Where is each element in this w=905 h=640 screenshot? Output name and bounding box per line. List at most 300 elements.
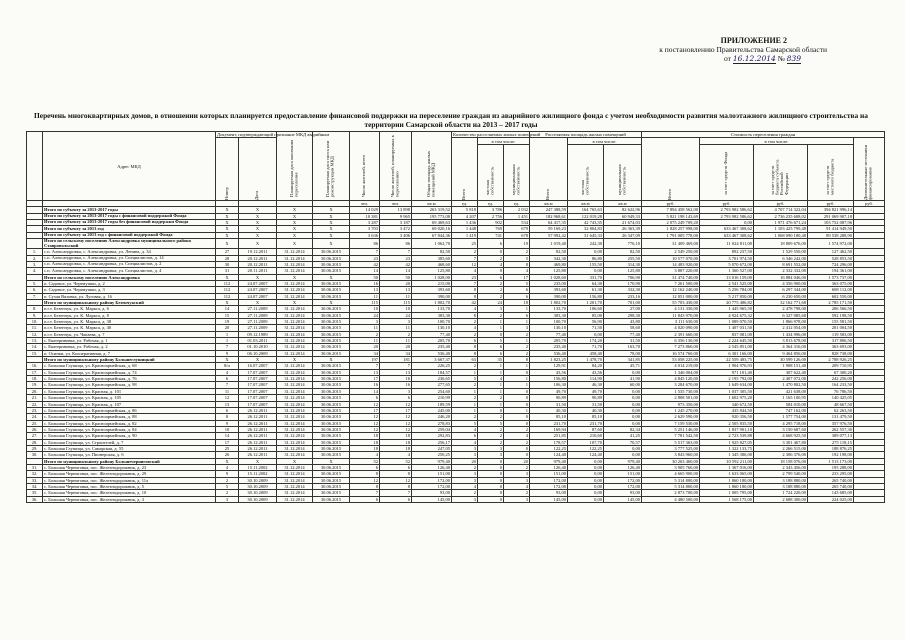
cell-doc: 8/п xyxy=(216,363,239,369)
cell-cr: 2 266 515,00 xyxy=(754,445,808,451)
cell-rm: 4 xyxy=(504,268,530,274)
cell-rt: 7 xyxy=(452,255,478,261)
cell-doc: X xyxy=(216,458,239,464)
cell-end: X xyxy=(277,220,313,226)
cell-ct: 31 409 469,00 xyxy=(642,239,700,249)
cell-rp: 4 xyxy=(478,261,504,267)
cell-date: 20.12.2011 xyxy=(239,255,277,261)
cell-date: 06.10.2009 xyxy=(239,350,277,356)
cell-am: 172,00 xyxy=(604,477,642,483)
cell-rt: 8 xyxy=(452,293,478,299)
cell-area: 100,70 xyxy=(412,319,452,325)
cell-at: 82,50 xyxy=(530,249,568,255)
cell-name: с. Большая Глушица, ул. Красноармейская, д. 84 xyxy=(43,426,216,432)
cell-resp: 10 xyxy=(380,306,412,312)
cell-ct: 973 350,00 xyxy=(642,401,700,407)
cell-area: 1 802,70 xyxy=(412,300,452,306)
cell-rp: 3 xyxy=(478,306,504,312)
cell-dem: X xyxy=(313,226,350,232)
cell-at: 182 968,61 xyxy=(530,213,568,219)
cell-cl: 89 538 288,90 xyxy=(808,232,854,238)
cell-dem: 30.06.2015 xyxy=(313,401,350,407)
cell-ct: 12 051 000,00 xyxy=(642,293,700,299)
cell-dem: 30.06.2015 xyxy=(313,407,350,413)
cell-cr: 1 103 425 799,48 xyxy=(754,226,808,232)
cell-end: 31.12.2014 xyxy=(277,306,313,312)
cell-cf: 22 559 483,75 xyxy=(700,357,754,363)
cell-area: 67 844,36 xyxy=(412,232,452,238)
cell-res: 42 xyxy=(350,261,380,267)
cell-date: 26.12.2011 xyxy=(239,426,277,432)
cell-cf: 1 322 133,75 xyxy=(700,445,754,451)
cell-res: 7 xyxy=(350,249,380,255)
cell-num: 26. xyxy=(27,426,43,432)
cell-ap: 85,00 xyxy=(568,312,604,318)
cell-res: 11 xyxy=(350,325,380,331)
cell-rt: 2 xyxy=(452,464,478,470)
cell-ct: 10 577 070,00 xyxy=(642,255,700,261)
table-total-row xyxy=(27,239,885,249)
cell-name: Итого по субъекту за 2013-2017 годы xyxy=(43,207,216,213)
header-rooms-private: частная собственность xyxy=(478,145,504,201)
cell-rm: 0 xyxy=(504,452,530,458)
cell-ct: 16 574 760,00 xyxy=(642,350,700,356)
cell-rp: 0 xyxy=(478,496,504,502)
appendix-date-line xyxy=(627,54,801,63)
cell-res: 7 xyxy=(350,363,380,369)
cell-name: п.г.т. Безенчук, ул. Чапаева, д. 7 xyxy=(43,331,216,337)
cell-date: X xyxy=(239,207,277,213)
cell-am: 126,40 xyxy=(604,464,642,470)
cell-resp: 18 xyxy=(380,439,412,445)
cell-rm: 534 xyxy=(504,220,530,226)
cell-dem: X xyxy=(313,207,350,213)
cell-rm: 2 xyxy=(504,350,530,356)
cell-cf: 2 541 525,00 xyxy=(700,280,754,286)
cell-num: 12. xyxy=(27,331,43,337)
cell-ap: 106,60 xyxy=(568,306,604,312)
cell-rp: 1 xyxy=(478,401,504,407)
cell-resp: 13 898 xyxy=(380,207,412,213)
unit-cell: ед. xyxy=(504,201,530,207)
cell-ap: 71,70 xyxy=(568,344,604,350)
header-cost-fund: за счет средств Фонда xyxy=(700,145,754,201)
cell-doc: 26 xyxy=(216,452,239,458)
cell-cr: 2 407 072,00 xyxy=(754,376,808,382)
cell-dem: 30.06.2015 xyxy=(313,312,350,318)
cell-rt: 2 xyxy=(452,395,478,401)
cell-doc: 8 xyxy=(216,414,239,420)
cell-num: 21. xyxy=(27,395,43,401)
cell-res: 86 xyxy=(350,239,380,249)
cell-area: 247,05 xyxy=(412,445,452,451)
cell-doc: X xyxy=(216,207,239,213)
cell-rt: 2 xyxy=(452,319,478,325)
cell-name: с. Большая Глушица, ул. Строителей, д. 7 xyxy=(43,439,216,445)
cell-at: 235,40 xyxy=(530,344,568,350)
cell-am: 58,60 xyxy=(604,325,642,331)
cell-am: 341,85 xyxy=(604,357,642,363)
cell-area: 979,40 xyxy=(412,458,452,464)
cell-rt: 3 xyxy=(452,471,478,477)
cell-ct: 7 781 542,50 xyxy=(642,433,700,439)
cell-num: 23. xyxy=(27,407,43,413)
cell-area: 93,00 xyxy=(412,490,452,496)
cell-name: Итого по сельскому поселению Александровка xyxy=(43,274,216,280)
cell-cl: 291 069 907,18 xyxy=(808,213,854,219)
cell-rm: 0 xyxy=(504,401,530,407)
cell-res: 52 xyxy=(350,458,380,464)
cell-dem: X xyxy=(313,357,350,363)
cell-rt: 1 xyxy=(452,388,478,394)
cell-name: с.п. Александровка, с. Александровка, ул. Специалистов, д. 14 xyxy=(43,255,216,261)
cell-rp: 769 xyxy=(478,226,504,232)
cell-num: 18. xyxy=(27,376,43,382)
cell-cl: 1 513 173,00 xyxy=(808,458,854,464)
cell-ct: 7 261 500,00 xyxy=(642,280,700,286)
cell-rp: 3 786 xyxy=(478,207,504,213)
cell-res: 3 636 xyxy=(350,232,380,238)
cell-num: 20. xyxy=(27,388,43,394)
cell-at: 90,89 xyxy=(530,395,568,401)
cell-at: 231,70 xyxy=(530,420,568,426)
cell-area: 278,83 xyxy=(412,420,452,426)
cell-ct: 53 058 225,00 xyxy=(642,357,700,363)
cell-end: 31.12.2014 xyxy=(277,426,313,432)
cell-end: 31.12.2014 xyxy=(277,261,313,267)
cell-am: 170,90 xyxy=(604,280,642,286)
cell-ap: 56,90 xyxy=(568,319,604,325)
cell-num: 4. xyxy=(27,268,43,274)
cell-doc: X xyxy=(216,239,239,249)
cell-dem: 30.06.2015 xyxy=(313,325,350,331)
cell-ap: 90,89 xyxy=(568,395,604,401)
cell-am: 0,00 xyxy=(604,420,642,426)
cell-name: п.г.т. Безенчук, ул. К. Маркса, д. 8 xyxy=(43,312,216,318)
cell-dem: 30.06.2015 xyxy=(313,369,350,375)
cell-dem: 30.06.2015 xyxy=(313,306,350,312)
cell-res: 17 xyxy=(350,376,380,382)
cell-dem: 30.06.2015 xyxy=(313,287,350,293)
cell-am: 0,00 xyxy=(604,388,642,394)
cell-rm: 1 xyxy=(504,338,530,344)
cell-rm: 0 xyxy=(504,420,530,426)
cell-res: 13 xyxy=(350,369,380,375)
cell-rp: 6 xyxy=(478,350,504,356)
cell-rm: 0 xyxy=(504,395,530,401)
cell-am: 172,00 xyxy=(604,483,642,489)
cell-doc: 9 xyxy=(216,471,239,477)
cell-resp: 23 xyxy=(380,255,412,261)
cell-rm: 18 xyxy=(504,300,530,306)
cell-resp: 14 xyxy=(380,268,412,274)
cell-rt: 1 448 xyxy=(452,226,478,232)
cell-area: 235,40 xyxy=(412,344,452,350)
cell-rt: 8 xyxy=(452,344,478,350)
cell-name: с. Большая Глушица, ул. Самарская, д. 55 xyxy=(43,445,216,451)
cell-name: п. Садовое, ул. Черемушки, д. 3 xyxy=(43,287,216,293)
cell-doc: 4 xyxy=(216,464,239,470)
cell-am: 0,00 xyxy=(604,407,642,413)
cell-at: 1 802,70 xyxy=(530,300,568,306)
cell-cf: 11 024 811,00 xyxy=(700,239,754,249)
cell-ct: 1 346 004,00 xyxy=(642,369,700,375)
cell-at: 57 992,42 xyxy=(530,232,568,238)
table-row xyxy=(27,496,885,502)
cell-end: X xyxy=(277,207,313,213)
cell-ct: 4 131 330,00 xyxy=(642,306,700,312)
cell-end: 31.12.2014 xyxy=(277,287,313,293)
cell-at: 133,70 xyxy=(530,306,568,312)
cell-cl: 48 667,50 xyxy=(808,401,854,407)
cell-resp: 16 xyxy=(380,382,412,388)
cell-rp: 5 xyxy=(478,338,504,344)
cell-resp: 20 xyxy=(380,280,412,286)
cell-ct: 31 474 740,00 xyxy=(642,274,700,280)
cell-rp: 2 xyxy=(478,433,504,439)
cell-area: 133,70 xyxy=(412,306,452,312)
cell-rt: 2 xyxy=(452,414,478,420)
cell-rt: 4 xyxy=(452,439,478,445)
cell-am: 82,50 xyxy=(604,249,642,255)
cell-rp: 4 xyxy=(478,376,504,382)
cell-ap: 43,56 xyxy=(568,369,604,375)
cell-cr: 421 638,00 xyxy=(754,388,808,394)
cell-res: 34 xyxy=(350,350,380,356)
cell-cf: 1 345 386,00 xyxy=(700,452,754,458)
cell-area: 254,60 xyxy=(412,388,452,394)
cell-at: 383,30 xyxy=(530,312,568,318)
cell-rp: 24 xyxy=(478,300,504,306)
cell-num: 1. xyxy=(27,249,43,255)
cell-dem: 30.06.2015 xyxy=(313,344,350,350)
cell-ap: 49,70 xyxy=(568,388,604,394)
cell-name: п.г.т. Безенчук, ул. К. Маркса, д. 38 xyxy=(43,319,216,325)
number-prefix: № xyxy=(777,54,785,63)
cell-dem: 30.06.2015 xyxy=(313,261,350,267)
cell-resp: 17 xyxy=(380,407,412,413)
cell-resp: 12 xyxy=(380,420,412,426)
cell-rm: 0 xyxy=(504,369,530,375)
cell-rt: 5 xyxy=(452,420,478,426)
cell-res: 197 xyxy=(350,357,380,363)
cell-res: 20 xyxy=(350,344,380,350)
cell-num: 3. xyxy=(27,261,43,267)
cell-doc: X xyxy=(216,220,239,226)
cell-date: X xyxy=(239,357,277,363)
cell-end: X xyxy=(277,274,313,280)
cell-rt: 1 419 xyxy=(452,232,478,238)
cell-area: 1 028,00 xyxy=(412,274,452,280)
cell-end: 31.12.2014 xyxy=(277,249,313,255)
cell-dem: 30.06.2015 xyxy=(313,395,350,401)
cell-end: 31.12.2014 xyxy=(277,255,313,261)
cell-rm: 1 xyxy=(504,382,530,388)
cell-ct: 2 873 700,00 xyxy=(642,490,700,496)
cell-doc: 11 xyxy=(216,388,239,394)
cell-rm: 678 xyxy=(504,232,530,238)
cell-rp: 0 xyxy=(478,407,504,413)
cell-resp: 2 xyxy=(380,331,412,337)
cell-rm: 3 xyxy=(504,477,530,483)
cell-name: Итого по муниципальному району Безенчукский xyxy=(43,300,216,306)
cell-ap: 61,30 xyxy=(568,287,604,293)
cell-am: 27,00 xyxy=(604,306,642,312)
cell-rt: 2 xyxy=(452,490,478,496)
cell-date: X xyxy=(239,300,277,306)
cell-ap: 85,10 xyxy=(568,414,604,420)
cell-cl: 164 233,50 xyxy=(808,382,854,388)
cell-res: 18 xyxy=(350,439,380,445)
cell-ct: 30 263 460,00 xyxy=(642,458,700,464)
cell-res: 6 xyxy=(350,496,380,502)
table-container xyxy=(26,131,884,503)
cell-cf: 5 217 850,00 xyxy=(700,293,754,299)
cell-rm: 679 xyxy=(504,226,530,232)
cell-rm: 2 xyxy=(504,439,530,445)
cell-rt: 3 xyxy=(452,445,478,451)
cell-num: 15. xyxy=(27,350,43,356)
cell-cr: 584 010,00 xyxy=(754,401,808,407)
header-plan-demolish: Планируемая дата сноса или реконструкции МКД xyxy=(313,132,350,201)
cell-res: 14 xyxy=(350,388,380,394)
cell-ct: 3 887 220,00 xyxy=(642,268,700,274)
cell-cr: 4 707 714 322,04 xyxy=(754,207,808,213)
cell-rm: 6 xyxy=(504,287,530,293)
cell-ap: 0,00 xyxy=(568,464,604,470)
cell-rm: 0 xyxy=(504,414,530,420)
cell-resp: 3 xyxy=(380,388,412,394)
cell-cr: 4 364 316,00 xyxy=(754,344,808,350)
cell-cl: 103 752 087,96 xyxy=(808,220,854,226)
cell-dem: 30.06.2015 xyxy=(313,363,350,369)
cell-ap: 0,00 xyxy=(568,268,604,274)
cell-ct: 4 014 219,00 xyxy=(642,363,700,369)
cell-rm: 5 xyxy=(504,255,530,261)
cell-cf: 1 445 965,50 xyxy=(700,306,754,312)
cell-cr: 2 688 300,00 xyxy=(754,496,808,502)
cell-name: п. Осинки, ул. Кооперативная, д. 7 xyxy=(43,350,216,356)
cell-cf: 1 602 975,20 xyxy=(700,395,754,401)
cell-rt: 25 xyxy=(452,239,478,249)
cell-resp: 86 xyxy=(380,239,412,249)
cell-res: 16 xyxy=(350,280,380,286)
cell-end: 31.12.2014 xyxy=(277,344,313,350)
cell-cf: 1 860 180,00 xyxy=(700,477,754,483)
cell-ap: 124,40 xyxy=(568,452,604,458)
cell-cr: 32 162 771,68 xyxy=(754,300,808,306)
cell-doc: 112 xyxy=(216,280,239,286)
cell-cl: 262 557,30 xyxy=(808,426,854,432)
cell-at: 393,60 xyxy=(530,287,568,293)
cell-cf: 1 407 031,50 xyxy=(700,325,754,331)
cell-rm: 17 xyxy=(504,274,530,280)
header-rooms-total: Всего xyxy=(452,138,478,201)
cell-doc: 9 xyxy=(216,420,239,426)
cell-am: 26 363,39 xyxy=(604,226,642,232)
cell-dem: 30.06.2015 xyxy=(313,280,350,286)
cell-rm: 2 xyxy=(504,331,530,337)
appendix-line: к постановлению Правительства Самарской области xyxy=(659,45,827,54)
cell-cl: 602 550,00 xyxy=(808,293,854,299)
cell-resp: 13 xyxy=(380,369,412,375)
cell-name: с. Большая Глушица, ул. Красноармейская, д. 88 xyxy=(43,414,216,420)
cell-rt: 63 xyxy=(452,357,478,363)
cell-rm: 1 xyxy=(504,363,530,369)
cell-end: 31.12.2014 xyxy=(277,452,313,458)
cell-ap: 155,50 xyxy=(568,261,604,267)
cell-resp: 42 xyxy=(380,261,412,267)
cell-resp: 24 xyxy=(380,312,412,318)
cell-dem: 30.06.2015 xyxy=(313,350,350,356)
cell-ct: 11 843 970,00 xyxy=(642,312,700,318)
cell-am: 45,71 xyxy=(604,363,642,369)
cell-end: 31.12.2014 xyxy=(277,414,313,420)
cell-cr: 8 691 552,00 xyxy=(754,261,808,267)
cell-am: 0,00 xyxy=(604,414,642,420)
header-rooms-municipal: муниципальная собственность xyxy=(504,145,530,201)
cell-cf: 0,00 xyxy=(700,220,754,226)
cell-date: 26.12.2011 xyxy=(239,414,277,420)
cell-res: 3 703 xyxy=(350,226,380,232)
cell-ct: 1 245 270,00 xyxy=(642,407,700,413)
cell-doc: 6 xyxy=(216,407,239,413)
cell-num: 6. xyxy=(27,287,43,293)
cell-doc: 20 xyxy=(216,325,239,331)
cell-ct: 5 314 800,00 xyxy=(642,483,700,489)
cell-ap: 0,00 xyxy=(568,483,604,489)
cell-area: 82,50 xyxy=(412,249,452,255)
cell-doc: 12 xyxy=(216,395,239,401)
cell-rm: 6 xyxy=(504,293,530,299)
header-doc-group: Документ, подтверждающий признание МКД аварийным xyxy=(217,132,330,137)
cell-res: 8 xyxy=(350,483,380,489)
cell-end: 31.12.2014 xyxy=(277,401,313,407)
cell-doc: 4 xyxy=(216,369,239,375)
cell-cl: 389 077,13 xyxy=(808,433,854,439)
cell-dem: 30.06.2015 xyxy=(313,452,350,458)
cell-doc: X xyxy=(216,226,239,232)
cell-cl: 194 361,00 xyxy=(808,268,854,274)
cell-ap: 156,80 xyxy=(568,293,604,299)
cell-end: 31.12.2014 xyxy=(277,325,313,331)
cell-rm: 0 xyxy=(504,388,530,394)
cell-end: 31.12.2014 xyxy=(277,388,313,394)
cell-at: 1 823,25 xyxy=(530,357,568,363)
table-body xyxy=(27,201,885,503)
cell-dem: 30.06.2015 xyxy=(313,319,350,325)
cell-rt: 5 xyxy=(452,376,478,382)
cell-cr: 4 295 718,00 xyxy=(754,420,808,426)
cell-end: 31.12.2014 xyxy=(277,471,313,477)
cell-cf: 340 672,50 xyxy=(700,401,754,407)
cell-rp: 0 xyxy=(478,464,504,470)
cell-ap: 174,20 xyxy=(568,338,604,344)
cell-doc: 1 xyxy=(216,331,239,337)
cell-at: 1 028,60 xyxy=(530,274,568,280)
cell-name: с. Большая Глушица, ул. Красноармейская, д. 82 xyxy=(43,420,216,426)
cell-rp: 0 xyxy=(478,458,504,464)
cell-am: 43,80 xyxy=(604,319,642,325)
cell-ap: 458,40 xyxy=(568,350,604,356)
cell-name: с.п. Александровка, с. Александровка, ул. Специалистов, д. 2 xyxy=(43,261,216,267)
cell-rm: 2 xyxy=(504,464,530,470)
unit-cell: чел. xyxy=(380,201,412,207)
cell-name: с. Большая Глушица, ул. Пионерская, д. 6 xyxy=(43,452,216,458)
cell-cf: 633 467 308,62 xyxy=(700,226,754,232)
cell-doc: 5 xyxy=(216,483,239,489)
cell-date: 26.12.2011 xyxy=(239,433,277,439)
